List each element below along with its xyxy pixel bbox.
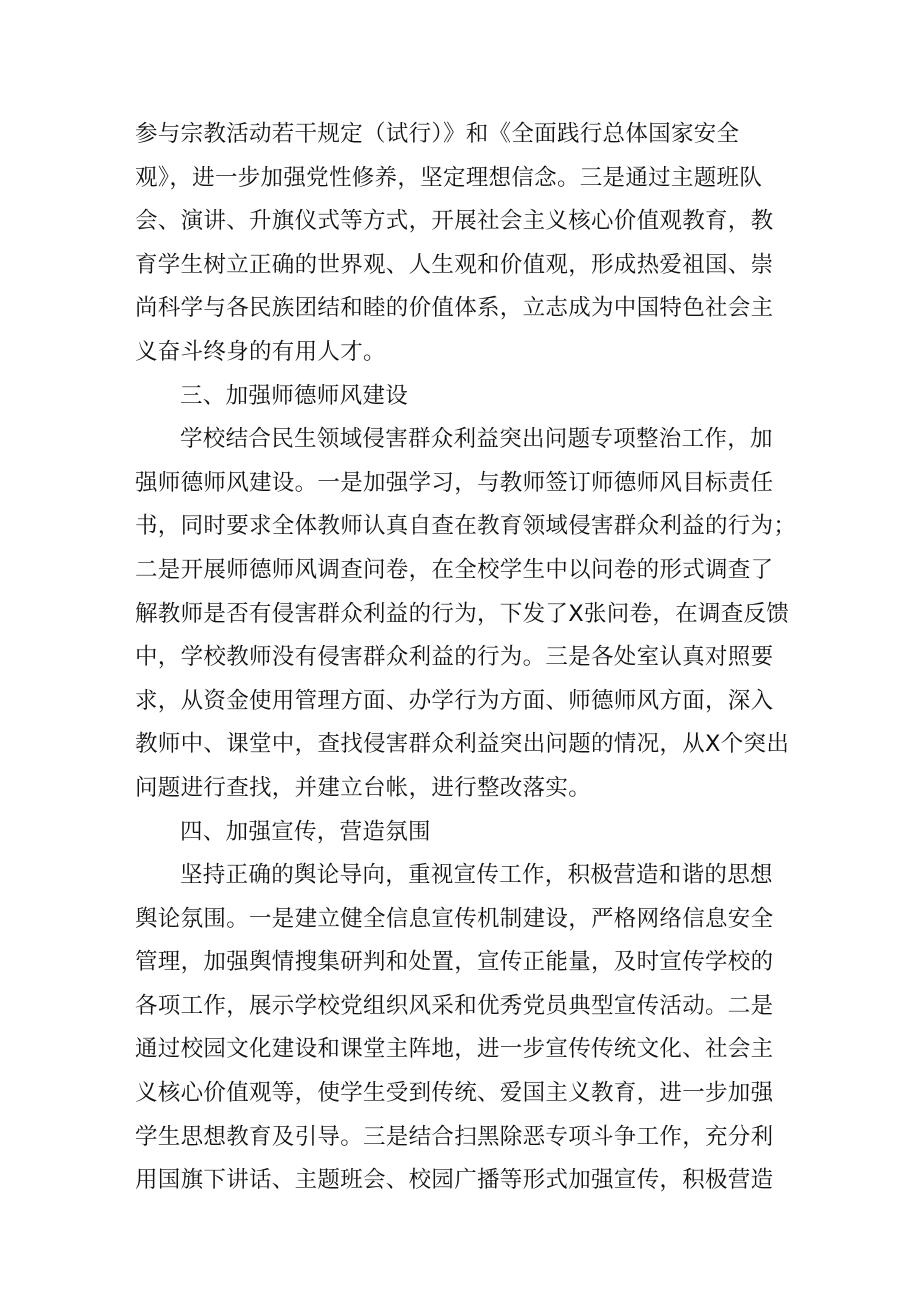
text-line: 学校结合民生领域侵害群众利益突出问题专项整治工作，加 [180,426,773,453]
text-line: 尚科学与各民族团结和睦的价值体系，立志成为中国特色社会主 [135,295,774,322]
text-line: 育学生树立正确的世界观、人生观和价值观，形成热爱祖国、崇 [135,251,774,278]
text-line: 观》，进一步加强党性修养，坚定理想信念。三是通过主题班队 [135,164,763,191]
text-line: 教师中、课堂中，查找侵害群众利益突出问题的情况，从X个突出 [135,731,790,758]
text-line: 通过校园文化建设和课堂主阵地，进一步宣传传统文化、社会主 [135,1036,774,1063]
section-heading-4: 四、加强宣传，营造氛围 [180,818,431,845]
text-line: 会、演讲、升旗仪式等方式，开展社会主义核心价值观教育，教 [135,208,774,235]
text-line: 管理，加强舆情搜集研判和处置，宣传正能量，及时宣传学校的 [135,949,774,976]
text-line: 书，同时要求全体教师认真自查在教育领域侵害群众利益的行为； [135,513,797,540]
text-line: 用国旗下讲话、主题班会、校园广播等形式加强宣传，积极营造 [135,1167,774,1194]
text-line: 舆论氛围。一是建立健全信息宣传机制建设，严格网络信息安全 [135,905,774,932]
text-line: 学生思想教育及引导。三是结合扫黑除恶专项斗争工作，充分利 [135,1123,774,1150]
text-line: 坚持正确的舆论导向，重视宣传工作，积极营造和谐的思想 [180,862,773,889]
text-line: 强师德师风建设。一是加强学习，与教师签订师德师风目标责任 [135,469,774,496]
text-line: 求，从资金使用管理方面、办学行为方面、师德师风方面，深入 [135,687,774,714]
text-line: 各项工作，展示学校党组织风采和优秀党员典型宣传活动。二是 [135,992,774,1019]
paragraph-section-4 [135,854,785,1203]
text-line: 义核心价值观等，使学生受到传统、爱国主义教育，进一步加强 [135,1080,774,1107]
text-line: 问题进行查找，并建立台帐，进行整改落实。 [135,774,592,801]
text-line: 义奋斗终身的有用人才。 [135,338,386,365]
text-line: 解教师是否有侵害群众利益的行为，下发了X张问卷，在调查反馈 [135,600,790,627]
text-line: 二是开展师德师风调查问卷，在全校学生中以问卷的形式调查了 [135,556,774,583]
paragraph-continuation [135,113,785,375]
paragraph-section-3 [135,418,797,810]
text-line: 参与宗教活动若干规定（试行）》和《全面践行总体国家安全 [135,121,740,147]
document-body [135,113,797,1203]
text-line: 中，学校教师没有侵害群众利益的行为。三是各处室认真对照要 [135,644,774,671]
section-heading-3: 三、加强师德师风建设 [180,382,409,409]
